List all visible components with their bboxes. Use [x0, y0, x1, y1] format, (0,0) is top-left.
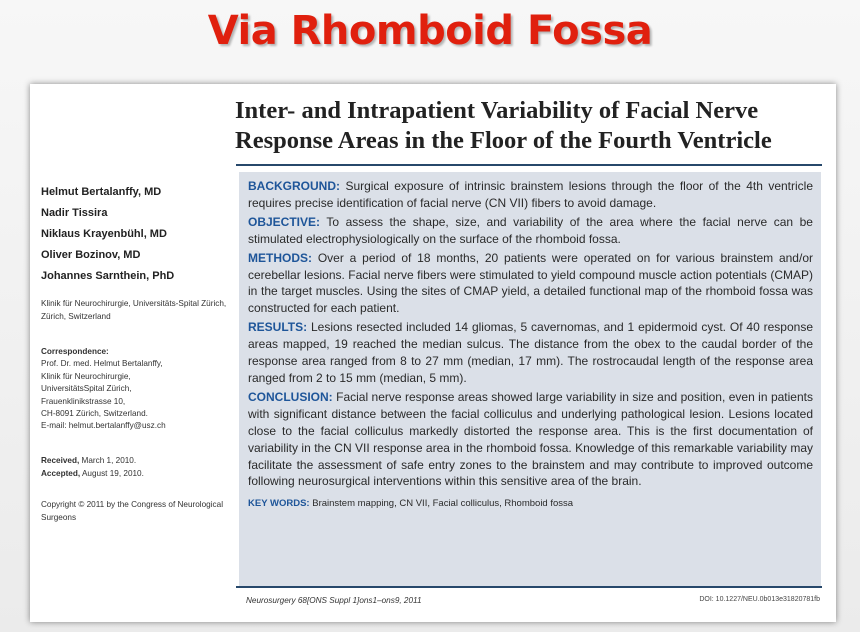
copyright-notice: Copyright © 2011 by the Congress of Neurological Surgeons [41, 500, 224, 522]
received-date: March 1, 2010. [81, 456, 137, 465]
section-heading: OBJECTIVE: [248, 214, 321, 229]
abstract-conclusion [248, 389, 813, 490]
footer-divider [236, 586, 822, 588]
author-name: Nadir Tissira [41, 207, 108, 219]
abstract-results [248, 319, 813, 387]
section-text: Facial nerve response areas showed large variability in size and position, even in patients with significant distance between the facial colliculus and underlying pathological lesion. Lesions located close to the facial colliculus markedly distorted the response area. This is the first documentation of variability in the CN VII response area in the rhomboid fossa. Knowledge of this remarkable variability may facilitate the assessment of safe entry zones to the brainstem and may contribute to improved outcome following neurosurgical interventions within this sensitive area of the brain. [248, 389, 813, 489]
accepted-label: Accepted, [41, 469, 81, 478]
title-divider [236, 164, 822, 166]
author-list [41, 182, 221, 287]
section-text: Surgical exposure of intrinsic brainstem lesions through the floor of the 4th ventricle requires precise identification of facial nerve (CN VII) fibers to avoid damage. [248, 179, 813, 210]
author-name: Niklaus Krayenbühl, MD [41, 228, 167, 240]
correspondence-line: Prof. Dr. med. Helmut Bertalanffy, [41, 359, 163, 369]
received-label: Received, [41, 456, 80, 465]
correspondence-line: Frauenklinikstrasse 10, [41, 396, 126, 406]
article-title [235, 96, 825, 156]
author-name: Helmut Bertalanffy, MD [41, 186, 162, 198]
article-title-line-2: Response Areas in the Floor of the Fourth Ventricle [235, 127, 772, 154]
article-page [30, 84, 836, 622]
section-text: To assess the shape, size, and variability of the area where the facial nerve can be stimulated electrophysiologically on the surface of the rhomboid fossa. [248, 214, 813, 246]
correspondence [41, 346, 231, 433]
section-text: Over a period of 18 months, 20 patients were operated on for various brainstem and/or cerebellar lesions. Facial nerve fibers were stimulated to yield compound muscle action potentials (CMAP) in the target muscles. Using the sites of CMAP yield, a detailed functional map of the rhomboid fossa was constructed for each patient. [248, 250, 813, 316]
correspondence-line: UniversitätsSpital Zürich, [41, 384, 132, 394]
abstract-background [248, 178, 813, 212]
abstract-objective [248, 214, 813, 248]
correspondence-email[interactable]: E-mail: helmut.bertalanffy@usz.ch [41, 421, 166, 431]
correspondence-line: CH-8091 Zürich, Switzerland. [41, 409, 148, 419]
abstract-box [239, 172, 821, 586]
correspondence-line: Klinik für Neurochirurgie, [41, 371, 131, 381]
author-name: Oliver Bozinov, MD [41, 249, 141, 261]
slide-title: Via Rhomboid Fossa [207, 8, 653, 54]
affiliation: Klinik für Neurochirurgie, Universitäts-Spital Zürich, Zürich, Switzerland [41, 299, 227, 321]
accepted-date: August 19, 2010. [81, 469, 144, 478]
section-heading: RESULTS: [248, 320, 308, 335]
article-dates [41, 454, 231, 480]
author-name: Johannes Sarnthein, PhD [41, 270, 175, 282]
abstract-keywords [248, 496, 813, 513]
section-text: Lesions resected included 14 gliomas, 5 cavernomas, and 1 epidermoid cyst. Of 40 response areas mapped, 19 reached the median sulcus. The distance from the obex to the caudal border of the response area ranged from 8 to 27 mm (median, 17 mm). The rostrocaudal length of the response area ranged from 2 to 15 mm (median, 5 mm). [248, 320, 813, 385]
abstract-methods [248, 250, 813, 318]
section-heading: BACKGROUND: [248, 179, 340, 193]
section-heading: CONCLUSION: [248, 389, 333, 404]
keywords-text: Brainstem mapping, CN VII, Facial colliculus, Rhomboid fossa [312, 498, 574, 510]
correspondence-label: Correspondence: [41, 347, 109, 356]
section-heading: KEY WORDS: [248, 498, 310, 510]
doi[interactable]: DOI: 10.1227/NEU.0b013e31820781fb [699, 596, 820, 603]
citation: Neurosurgery 68[ONS Suppl 1]ons1–ons9, 2011 [246, 596, 422, 605]
article-title-line-1: Inter- and Intrapatient Variability of Facial Nerve [235, 97, 759, 124]
section-heading: METHODS: [248, 250, 312, 265]
